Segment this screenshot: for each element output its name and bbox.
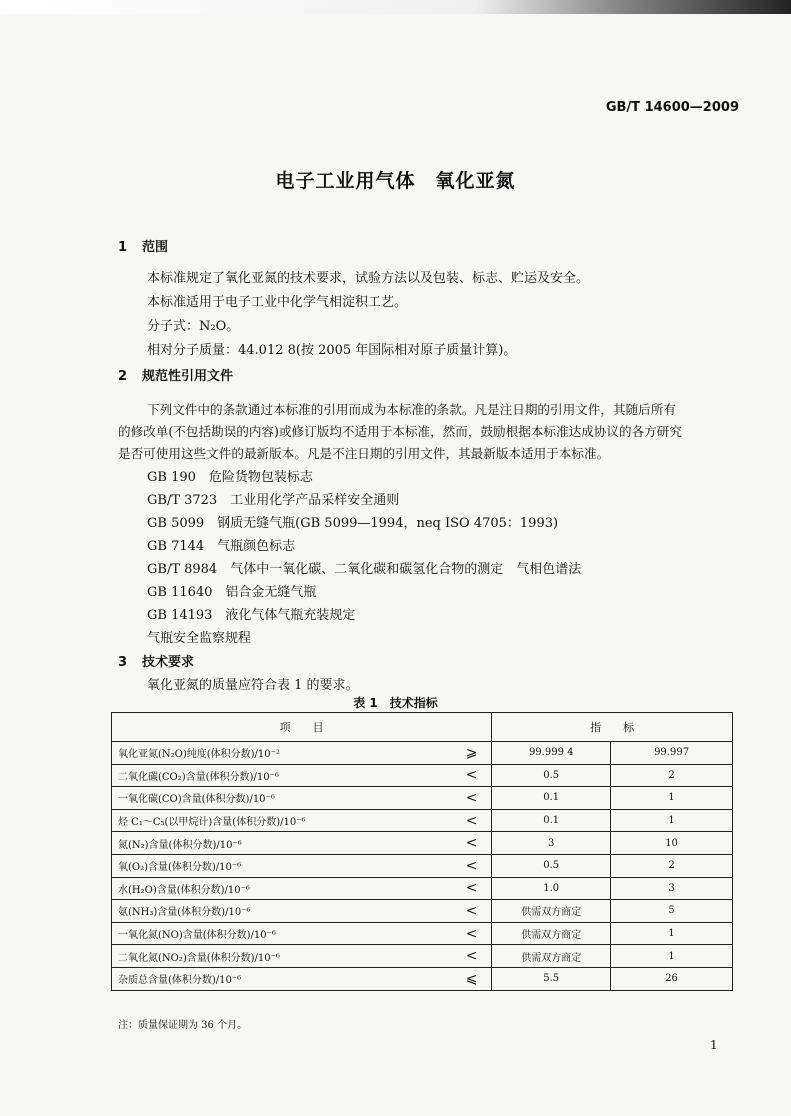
row-item: 一氧化氮(NO)含量(体积分数)/10⁻⁶ — [112, 922, 452, 945]
row-operator: < — [452, 787, 492, 810]
standard-number: GB/T 14600—2009 — [605, 100, 739, 115]
row-item: 二氧化氮(NO₂)含量(体积分数)/10⁻⁶ — [112, 945, 452, 968]
row-value-b: 26 — [611, 967, 733, 990]
table-row — [112, 877, 733, 900]
section-title: 规范性引用文件 — [142, 369, 234, 384]
row-operator: < — [452, 877, 492, 900]
table-caption: 表 1 技术指标 — [353, 696, 438, 710]
row-value-b: 1 — [611, 922, 733, 945]
row-value-b: 10 — [611, 832, 733, 855]
row-item: 一氧化碳(CO)含量(体积分数)/10⁻⁶ — [112, 787, 452, 810]
table-note: 注：质量保证期为 36 个月。 — [118, 1020, 248, 1031]
scope-para: 相对分子质量：44.012 8(按 2005 年国际相对原子质量计算)。 — [147, 343, 517, 358]
refs-intro-line: 下列文件中的条款通过本标准的引用而成为本标准的条款。凡是注日期的引用文件，其随后所有 — [147, 402, 676, 417]
table-row — [112, 900, 733, 923]
row-value-a: 供需双方商定 — [492, 922, 611, 945]
ref-item: GB 14193 液化气体气瓶充装规定 — [147, 608, 356, 623]
ref-item: GB/T 3723 工业用化学产品采样安全通则 — [147, 493, 400, 508]
row-item: 水(H₂O)含量(体积分数)/10⁻⁶ — [112, 877, 452, 900]
page-number: 1 — [710, 1038, 718, 1052]
refs-intro-line: 是否可使用这些文件的最新版本。凡是不注日期的引用文件，其最新版本适用于本标准。 — [118, 446, 610, 461]
ref-item: GB 190 危险货物包装标志 — [147, 470, 313, 485]
row-operator: ⩽ — [452, 967, 492, 990]
row-value-b: 99.997 — [611, 742, 733, 765]
row-operator: < — [452, 832, 492, 855]
ref-item: GB 11640 铝合金无缝气瓶 — [147, 585, 317, 600]
section-number: 1 — [118, 240, 128, 255]
row-value-a: 99.999 4 — [492, 742, 611, 765]
section-heading-scope — [118, 236, 168, 255]
row-value-b: 1 — [611, 945, 733, 968]
table-header-row — [112, 713, 733, 742]
row-value-a: 0.1 — [492, 809, 611, 832]
row-item: 二氧化碳(CO₂)含量(体积分数)/10⁻⁶ — [112, 764, 452, 787]
row-value-a: 1.0 — [492, 877, 611, 900]
row-value-a: 0.1 — [492, 787, 611, 810]
row-value-b: 2 — [611, 854, 733, 877]
row-operator: < — [452, 854, 492, 877]
table-row — [112, 764, 733, 787]
row-item: 氧化亚氮(N₂O)纯度(体积分数)/10⁻² — [112, 742, 452, 765]
ref-item: GB/T 8984 气体中一氧化碳、二氧化碳和碳氢化合物的测定 气相色谱法 — [147, 562, 582, 577]
table-row — [112, 945, 733, 968]
scope-para: 本标准规定了氧化亚氮的技术要求，试验方法以及包装、标志、贮运及安全。 — [147, 271, 590, 286]
requirements-text: 氧化亚氮的质量应符合表 1 的要求。 — [147, 678, 359, 693]
row-item: 氮(N₂)含量(体积分数)/10⁻⁶ — [112, 832, 452, 855]
header-index: 指 标 — [492, 713, 733, 742]
scope-para: 分子式：N₂O。 — [147, 319, 240, 334]
section-heading-refs — [118, 365, 233, 384]
row-value-a: 5.5 — [492, 967, 611, 990]
row-value-a: 供需双方商定 — [492, 900, 611, 923]
row-operator: < — [452, 809, 492, 832]
document-title: 电子工业用气体 氧化亚氮 — [275, 170, 516, 192]
spec-table — [111, 712, 733, 991]
row-value-b: 1 — [611, 809, 733, 832]
row-value-b: 2 — [611, 764, 733, 787]
scope-para: 本标准适用于电子工业中化学气相淀积工艺。 — [147, 295, 408, 310]
row-item: 氨(NH₃)含量(体积分数)/10⁻⁶ — [112, 900, 452, 923]
row-value-b: 5 — [611, 900, 733, 923]
row-item: 杂质总含量(体积分数)/10⁻⁶ — [112, 967, 452, 990]
ref-item: GB 7144 气瓶颜色标志 — [147, 539, 296, 554]
scan-edge — [0, 0, 791, 14]
table-row — [112, 809, 733, 832]
section-heading-requirements — [118, 651, 194, 670]
row-value-b: 1 — [611, 787, 733, 810]
section-number: 2 — [118, 369, 128, 384]
row-operator: ⩾ — [452, 742, 492, 765]
row-value-a: 0.5 — [492, 854, 611, 877]
row-value-a: 供需双方商定 — [492, 945, 611, 968]
refs-intro-line: 的修改单(不包括勘误的内容)或修订版均不适用于本标准，然而，鼓励根据本标准达成协议的各方研究 — [118, 424, 682, 439]
row-value-b: 3 — [611, 877, 733, 900]
section-number: 3 — [118, 655, 128, 670]
row-operator: < — [452, 764, 492, 787]
section-title: 范围 — [142, 240, 169, 255]
header-item: 项 目 — [112, 713, 492, 742]
row-operator: < — [452, 922, 492, 945]
row-operator: < — [452, 945, 492, 968]
table-row — [112, 854, 733, 877]
row-item: 烃 C₁～C₅(以甲烷计)含量(体积分数)/10⁻⁶ — [112, 809, 452, 832]
table-row — [112, 787, 733, 810]
row-value-a: 0.5 — [492, 764, 611, 787]
row-operator: < — [452, 900, 492, 923]
row-item: 氧(O₂)含量(体积分数)/10⁻⁶ — [112, 854, 452, 877]
table-row — [112, 922, 733, 945]
row-value-a: 3 — [492, 832, 611, 855]
ref-item: 气瓶安全监察规程 — [147, 631, 252, 646]
table-row — [112, 967, 733, 990]
table-row — [112, 832, 733, 855]
section-title: 技术要求 — [142, 655, 195, 670]
table-row — [112, 742, 733, 765]
ref-item: GB 5099 钢质无缝气瓶(GB 5099—1994，neq ISO 4705：1993) — [147, 516, 559, 531]
